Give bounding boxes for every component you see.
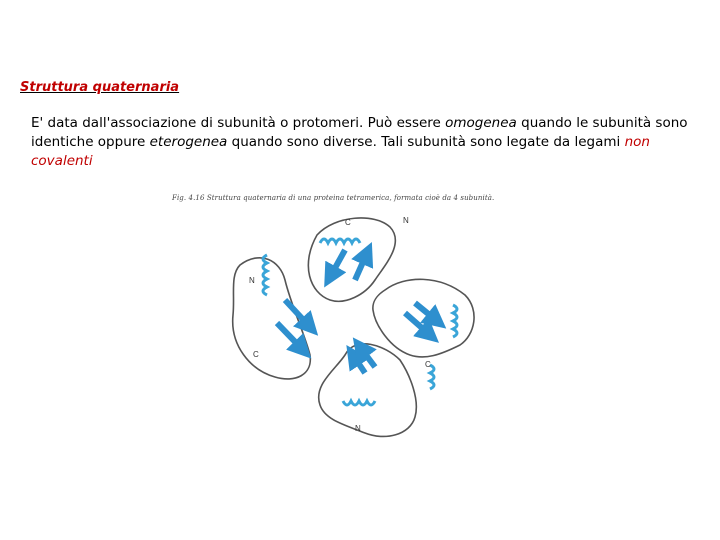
- paragraph-text-2: quando le subunità sono identiche oppure: [31, 115, 688, 150]
- paragraph-text-1: E' data dall'associazione di subunità o protomeri. Può essere: [31, 115, 446, 131]
- label-n-top: N: [403, 216, 409, 225]
- slide-title: Struttura quaternaria: [20, 80, 180, 95]
- label-c-left: C: [253, 350, 259, 359]
- subunit-top-outline: [308, 218, 395, 301]
- body-paragraph: [31, 114, 706, 171]
- label-c-right: C: [425, 360, 431, 369]
- label-n-bottom: N: [355, 424, 361, 433]
- paragraph-italic-omogenea: omogenea: [445, 115, 517, 131]
- paragraph-italic-eterogenea: eterogenea: [149, 134, 228, 150]
- paragraph-red-non-covalenti: non covalenti: [31, 134, 650, 169]
- label-c-top: C: [345, 218, 351, 227]
- paragraph-text-3: quando sono diverse. Tali subunità sono legate da legami: [227, 134, 625, 150]
- figure-caption: Fig. 4.16 Struttura quaternaria di una proteina tetramerica, formata cioè da 4 subunità.: [172, 194, 495, 202]
- subunit-right-outline: [373, 279, 474, 357]
- tetramer-figure: [225, 205, 485, 445]
- label-n-left: N: [249, 276, 255, 285]
